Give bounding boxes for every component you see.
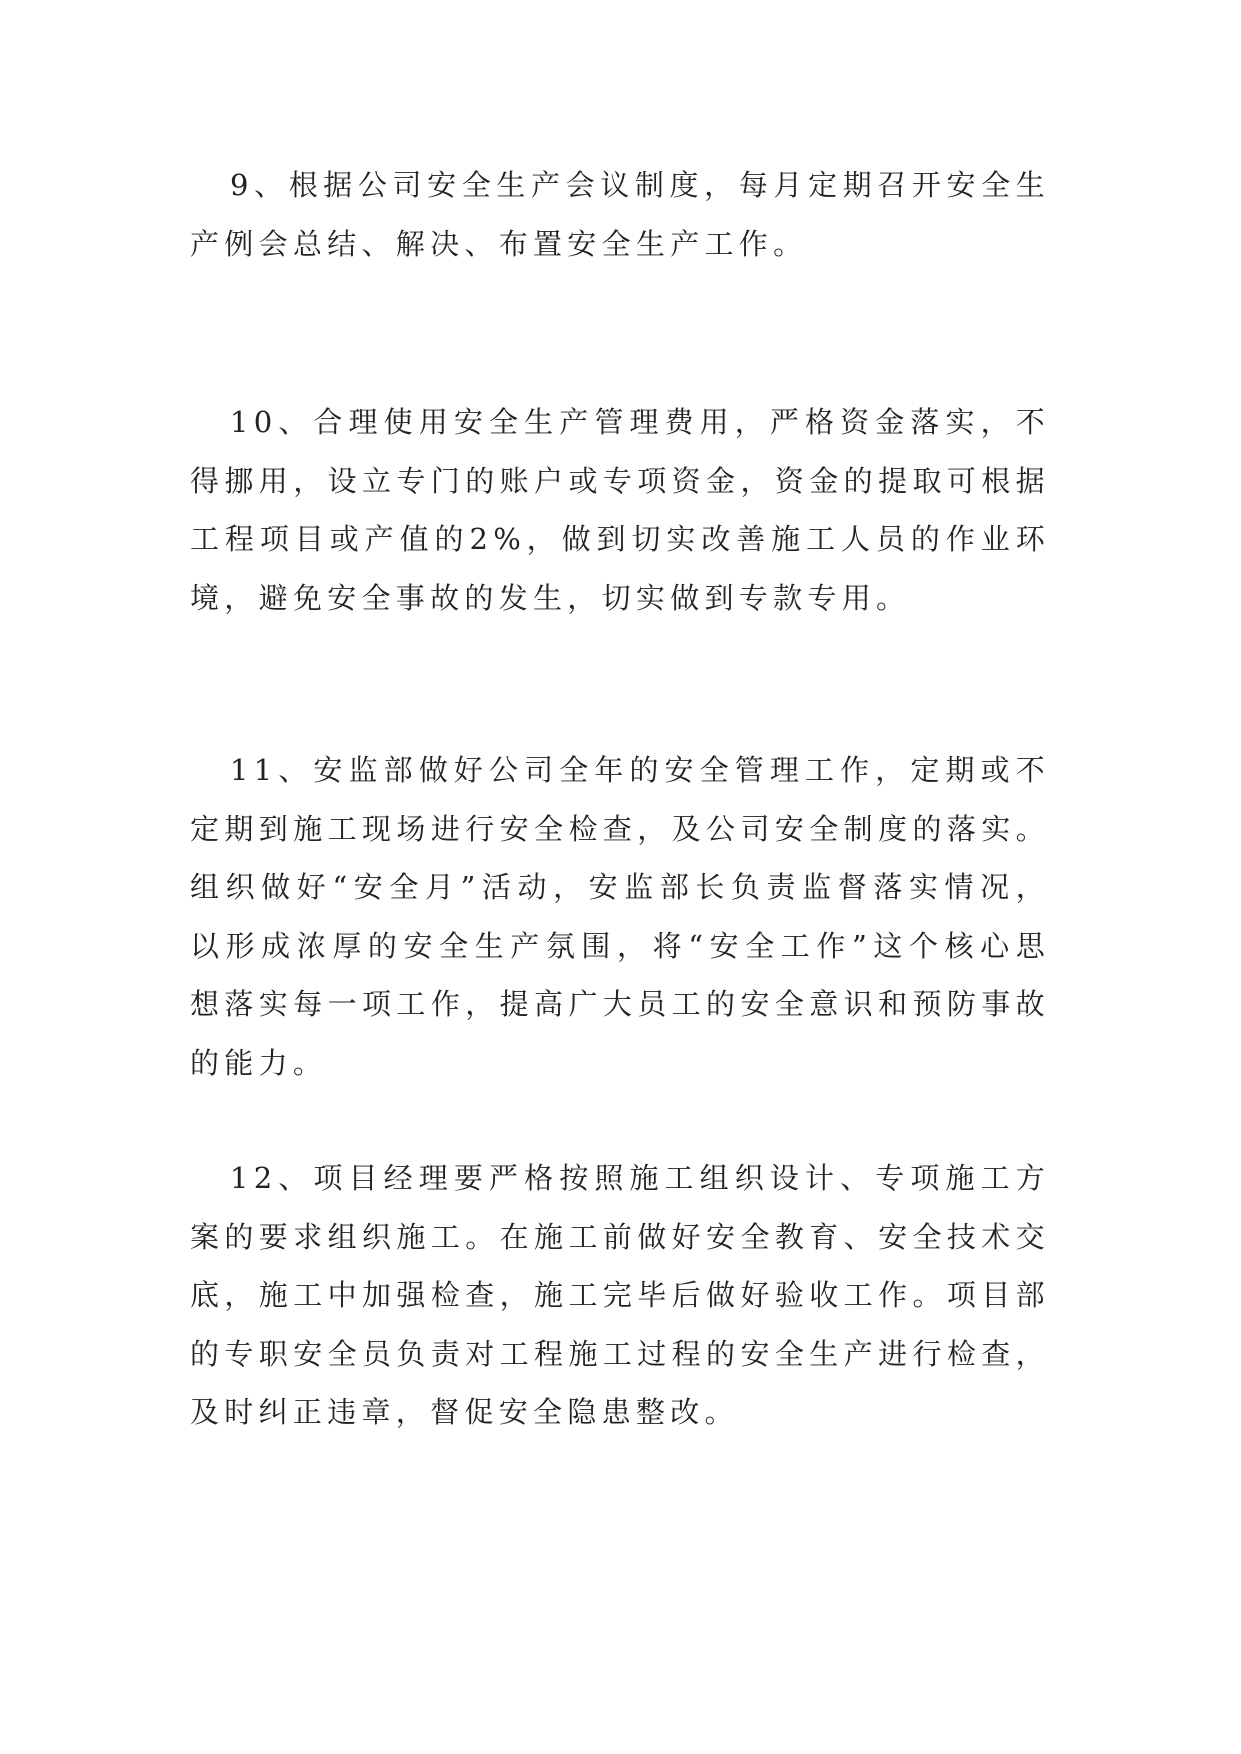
paragraph-item-11: 11、安监部做好公司全年的安全管理工作，定期或不定期到施工现场进行安全检查，及公司安全制度的落实。组织做好“安全月”活动，安监部长负责监督落实情况，以形成浓厚的安全生产氛围，将“安全工作”这个核心思想落实每一项工作，提高广大员工的安全意识和预防事故的能力。	[190, 753, 1050, 1080]
paragraph-item-9: 9、根据公司安全生产会议制度，每月定期召开安全生产例会总结、解决、布置安全生产工作。	[190, 168, 1050, 261]
paragraph-item-12: 12、项目经理要严格按照施工组织设计、专项施工方案的要求组织施工。在施工前做好安全教育、安全技术交底，施工中加强检查，施工完毕后做好验收工作。项目部的专职安全员负责对工程施工过程的安全生产进行检查，及时纠正违章，督促安全隐患整改。	[190, 1161, 1050, 1429]
paragraph-item-10: 10、合理使用安全生产管理费用，严格资金落实，不得挪用，设立专门的账户或专项资金，资金的提取可根据工程项目或产值的2%，做到切实改善施工人员的作业环境，避免安全事故的发生，切实做到专款专用。	[190, 405, 1050, 615]
